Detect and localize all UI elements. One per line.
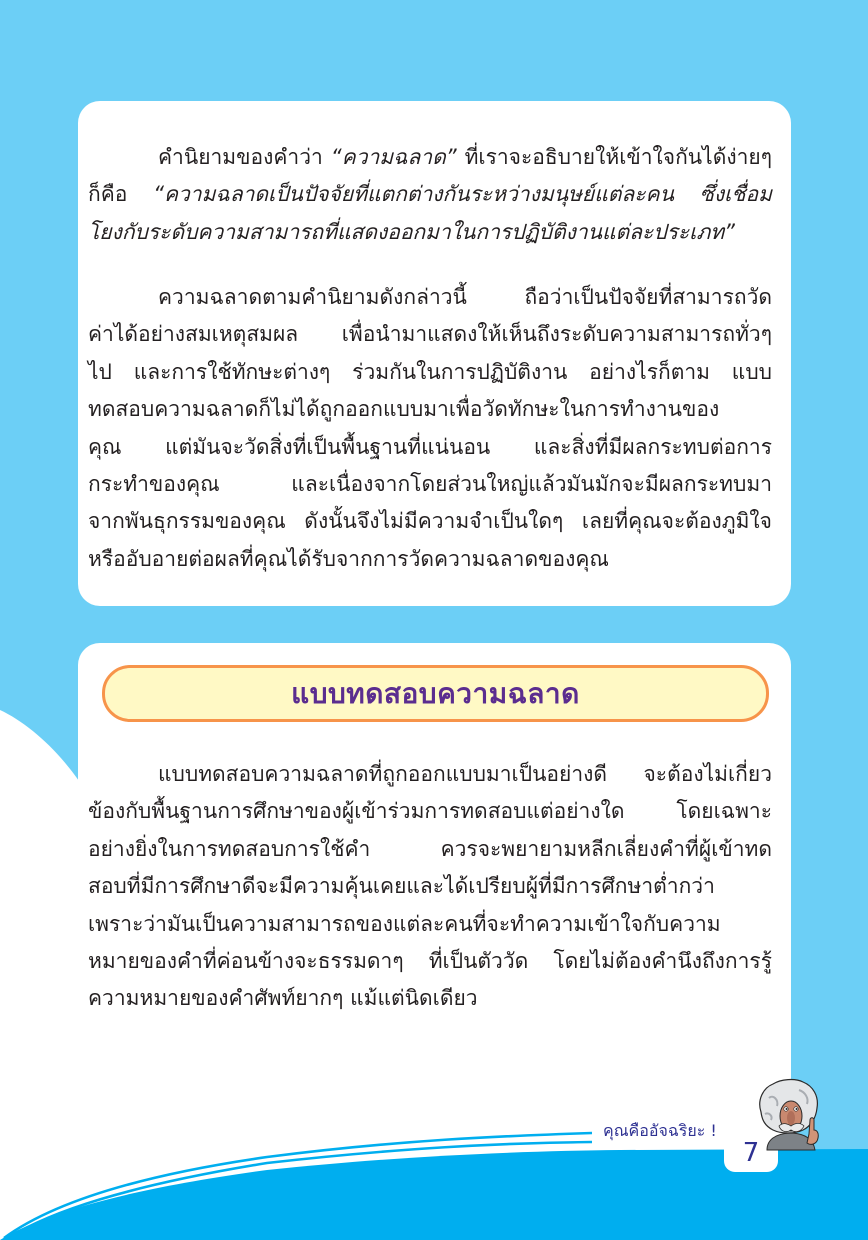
text-line: หรืออับอายต่อผลที่คุณได้รับจากการวัดความฉลาดของคุณ: [88, 546, 609, 571]
footer-tagline: คุณคืออัจฉริยะ !: [603, 1121, 717, 1140]
text-segment: ที่เราจะอธิบายให้เข้าใจกันได้ง่ายๆ: [456, 145, 772, 169]
text-line: สอบที่มีการศึกษาดีจะมีความคุ้นเคยและได้เปรียบผู้ที่มีการศึกษาต่ำกว่า: [88, 874, 715, 899]
italic-quote: โยงกับระดับความสามารถที่แสดงออกมาในการปฏิบัติงานแต่ละประเภท”: [88, 219, 735, 244]
text-line: ค่าได้อย่างสมเหตุสมผล เพื่อนำมาแสดงให้เห็นถึงระดับความสามารถทั่วๆ: [88, 322, 772, 347]
text-line: ไป และการใช้ทักษะต่างๆ ร่วมกันในการปฏิบัติงาน อย่างไรก็ตาม แบบ: [88, 359, 772, 384]
text-line: กระทำของคุณ และเนื่องจากโดยส่วนใหญ่แล้วมันมักจะมีผลกระทบมา: [88, 471, 772, 496]
einstein-mascot-icon: [755, 1078, 830, 1153]
text-line: จากพันธุกรรมของคุณ ดังนั้นจึงไม่มีความจำเป็นใดๆ เลยที่คุณจะต้องภูมิใจ: [88, 509, 772, 534]
text-segment: ก็คือ: [88, 182, 154, 207]
section-heading: แบบทดสอบความฉลาด: [291, 676, 580, 710]
text-line: ความฉลาดตามคำนิยามดังกล่าวนี้ ถือว่าเป็นปัจจัยที่สามารถวัด: [158, 285, 772, 309]
text-segment: คำนิยามของคำว่า: [158, 145, 331, 169]
italic-term: “ความฉลาด”: [330, 145, 457, 169]
text-line: คุณ แต่มันจะวัดสิ่งที่เป็นพื้นฐานที่แน่นอน และสิ่งที่มีผลกระทบต่อการ: [88, 434, 772, 459]
text-line: ข้องกับพื้นฐานการศึกษาของผู้เข้าร่วมการทดสอบแต่อย่างใด โดยเฉพาะ: [88, 799, 772, 824]
text-line: ความหมายของคำศัพท์ยากๆ แม้แต่นิดเดียว: [88, 986, 478, 1011]
text-line: แบบทดสอบความฉลาดที่ถูกออกแบบมาเป็นอย่างดี จะต้องไม่เกี่ยว: [158, 762, 772, 786]
text-line: หมายของคำที่ค่อนข้างจะธรรมดาๆ ที่เป็นตัววัด โดยไม่ต้องคำนึงถึงการรู้: [88, 948, 772, 973]
page-number: 7: [742, 1138, 760, 1168]
text-line: ทดสอบความฉลาดก็ไม่ได้ถูกออกแบบมาเพื่อวัดทักษะในการทำงานของ: [88, 397, 720, 422]
italic-quote: “ความฉลาดเป็นปัจจัยที่แตกต่างกันระหว่างมนุษย์แต่ละคน ซึ่งเชื่อม: [153, 182, 772, 207]
text-line: อย่างยิ่งในการทดสอบการใช้คำ ควรจะพยายามหลีกเลี่ยงคำที่ผู้เข้าทด: [88, 836, 772, 861]
text-line: เพราะว่ามันเป็นความสามารถของแต่ละคนที่จะทำความเข้าใจกับความ: [88, 911, 721, 936]
